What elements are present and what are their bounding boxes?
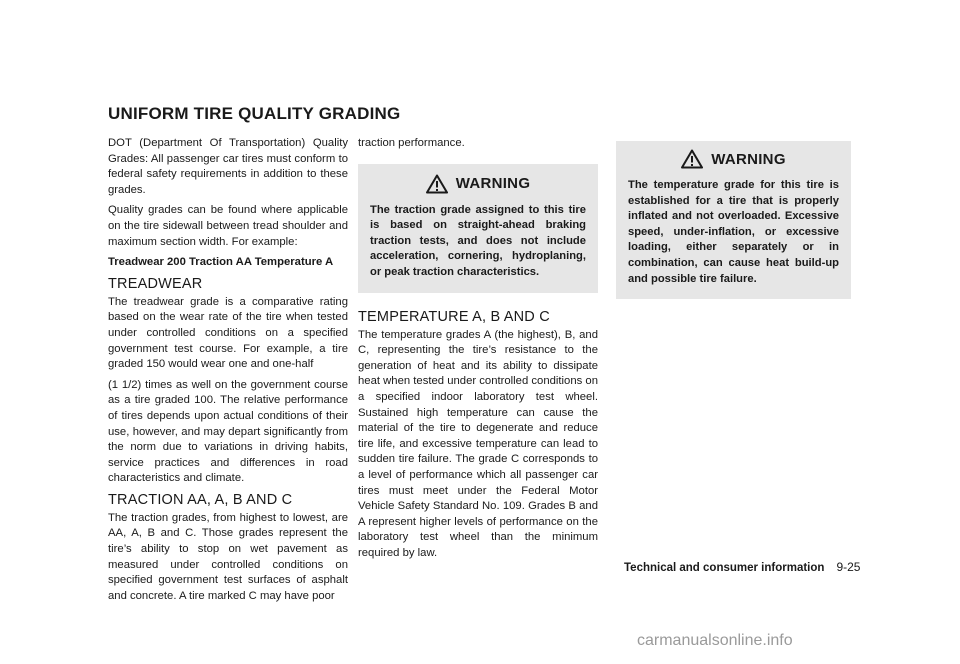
warning-text: The traction grade assigned to this tire is based on straight-ahead braking traction tests, and does not include acceleration, cornering, hydroplaning, or peak traction characteristics. [370,203,586,278]
warning-header [370,174,586,194]
paragraph-quality-location: Quality grades can be found where applicable on the tire sidewall between tread shoulder and maximum section width. For example: [108,204,348,248]
page-number: 9-25 [836,560,861,574]
paragraph-dot-intro: DOT (Department Of Transportation) Quality Grades: All passenger car tires must conform to federal safety requirements in addition to these grades. [108,137,348,196]
warning-triangle-icon [426,174,448,194]
column-right [616,141,851,299]
paragraph-treadwear-1: The treadwear grade is a comparative rating based on the wear rate of the tire when tested under controlled conditions on a specified government test course. For example, a tire graded 150 would wear one and one-half [108,295,348,371]
column-middle [358,136,598,566]
heading-traction: TRACTION AA, A, B AND C [108,491,293,508]
paragraph-traction: The traction grades, from highest to lowest, are AA, A, B and C. Those grades represent the tire’s ability to stop on wet pavement as measured under controlled conditions on specified government test surfaces of asphalt and concrete. A tire marked C may have poor [108,511,348,602]
paragraph-traction-cont: traction performance. [358,137,465,149]
paragraph-treadwear-2: (1 1/2) times as well on the government course as a tire graded 100. The relative performance of tires depends upon actual conditions of their use, however, and may depart significantly from the norm due to variations in driving habits, service practices and differences in road characteristics and climate. [108,378,348,485]
warning-box-temperature [616,141,851,299]
warning-title: WARNING [711,150,786,168]
warning-header [628,149,839,169]
column-left [108,136,348,609]
heading-treadwear: TREADWEAR [108,275,203,292]
warning-title: WARNING [455,175,531,193]
heading-temperature: TEMPERATURE A, B AND C [358,308,550,325]
warning-text: The temperature grade for this tire is established for a tire that is properly inflated and not overloaded. Excessive speed, under-inflation, or excessive loading, either separately or in combination, can cause heat build-up and possible tire failure. [628,179,839,285]
example-grade: Treadwear 200 Traction AA Temperature A [108,256,334,269]
paragraph-temperature: The temperature grades A (the highest), B, and C, representing the tire’s resistance to the generation of heat and its ability to dissipate heat when tested under controlled conditions on a specified indoor laboratory test wheel. Sustained high temperature can cause the material of the tire to degenerate and reduce tire life, and excessive temperature can lead to sudden tire failure. The grade C corresponds to a level of performance which all passenger car tires must meet under the Federal Motor Vehicle Safety Standard No. 109. Grades B and A represent higher levels of performance on the laboratory test wheel than the minimum required by law. [358,328,598,559]
footer-section-title: Technical and consumer information [624,562,825,574]
page-title: UNIFORM TIRE QUALITY GRADING [108,104,401,123]
warning-box-traction [358,164,598,293]
page-footer [624,560,860,574]
watermark: carmanualsonline.info [637,632,793,649]
warning-triangle-icon [681,149,703,169]
